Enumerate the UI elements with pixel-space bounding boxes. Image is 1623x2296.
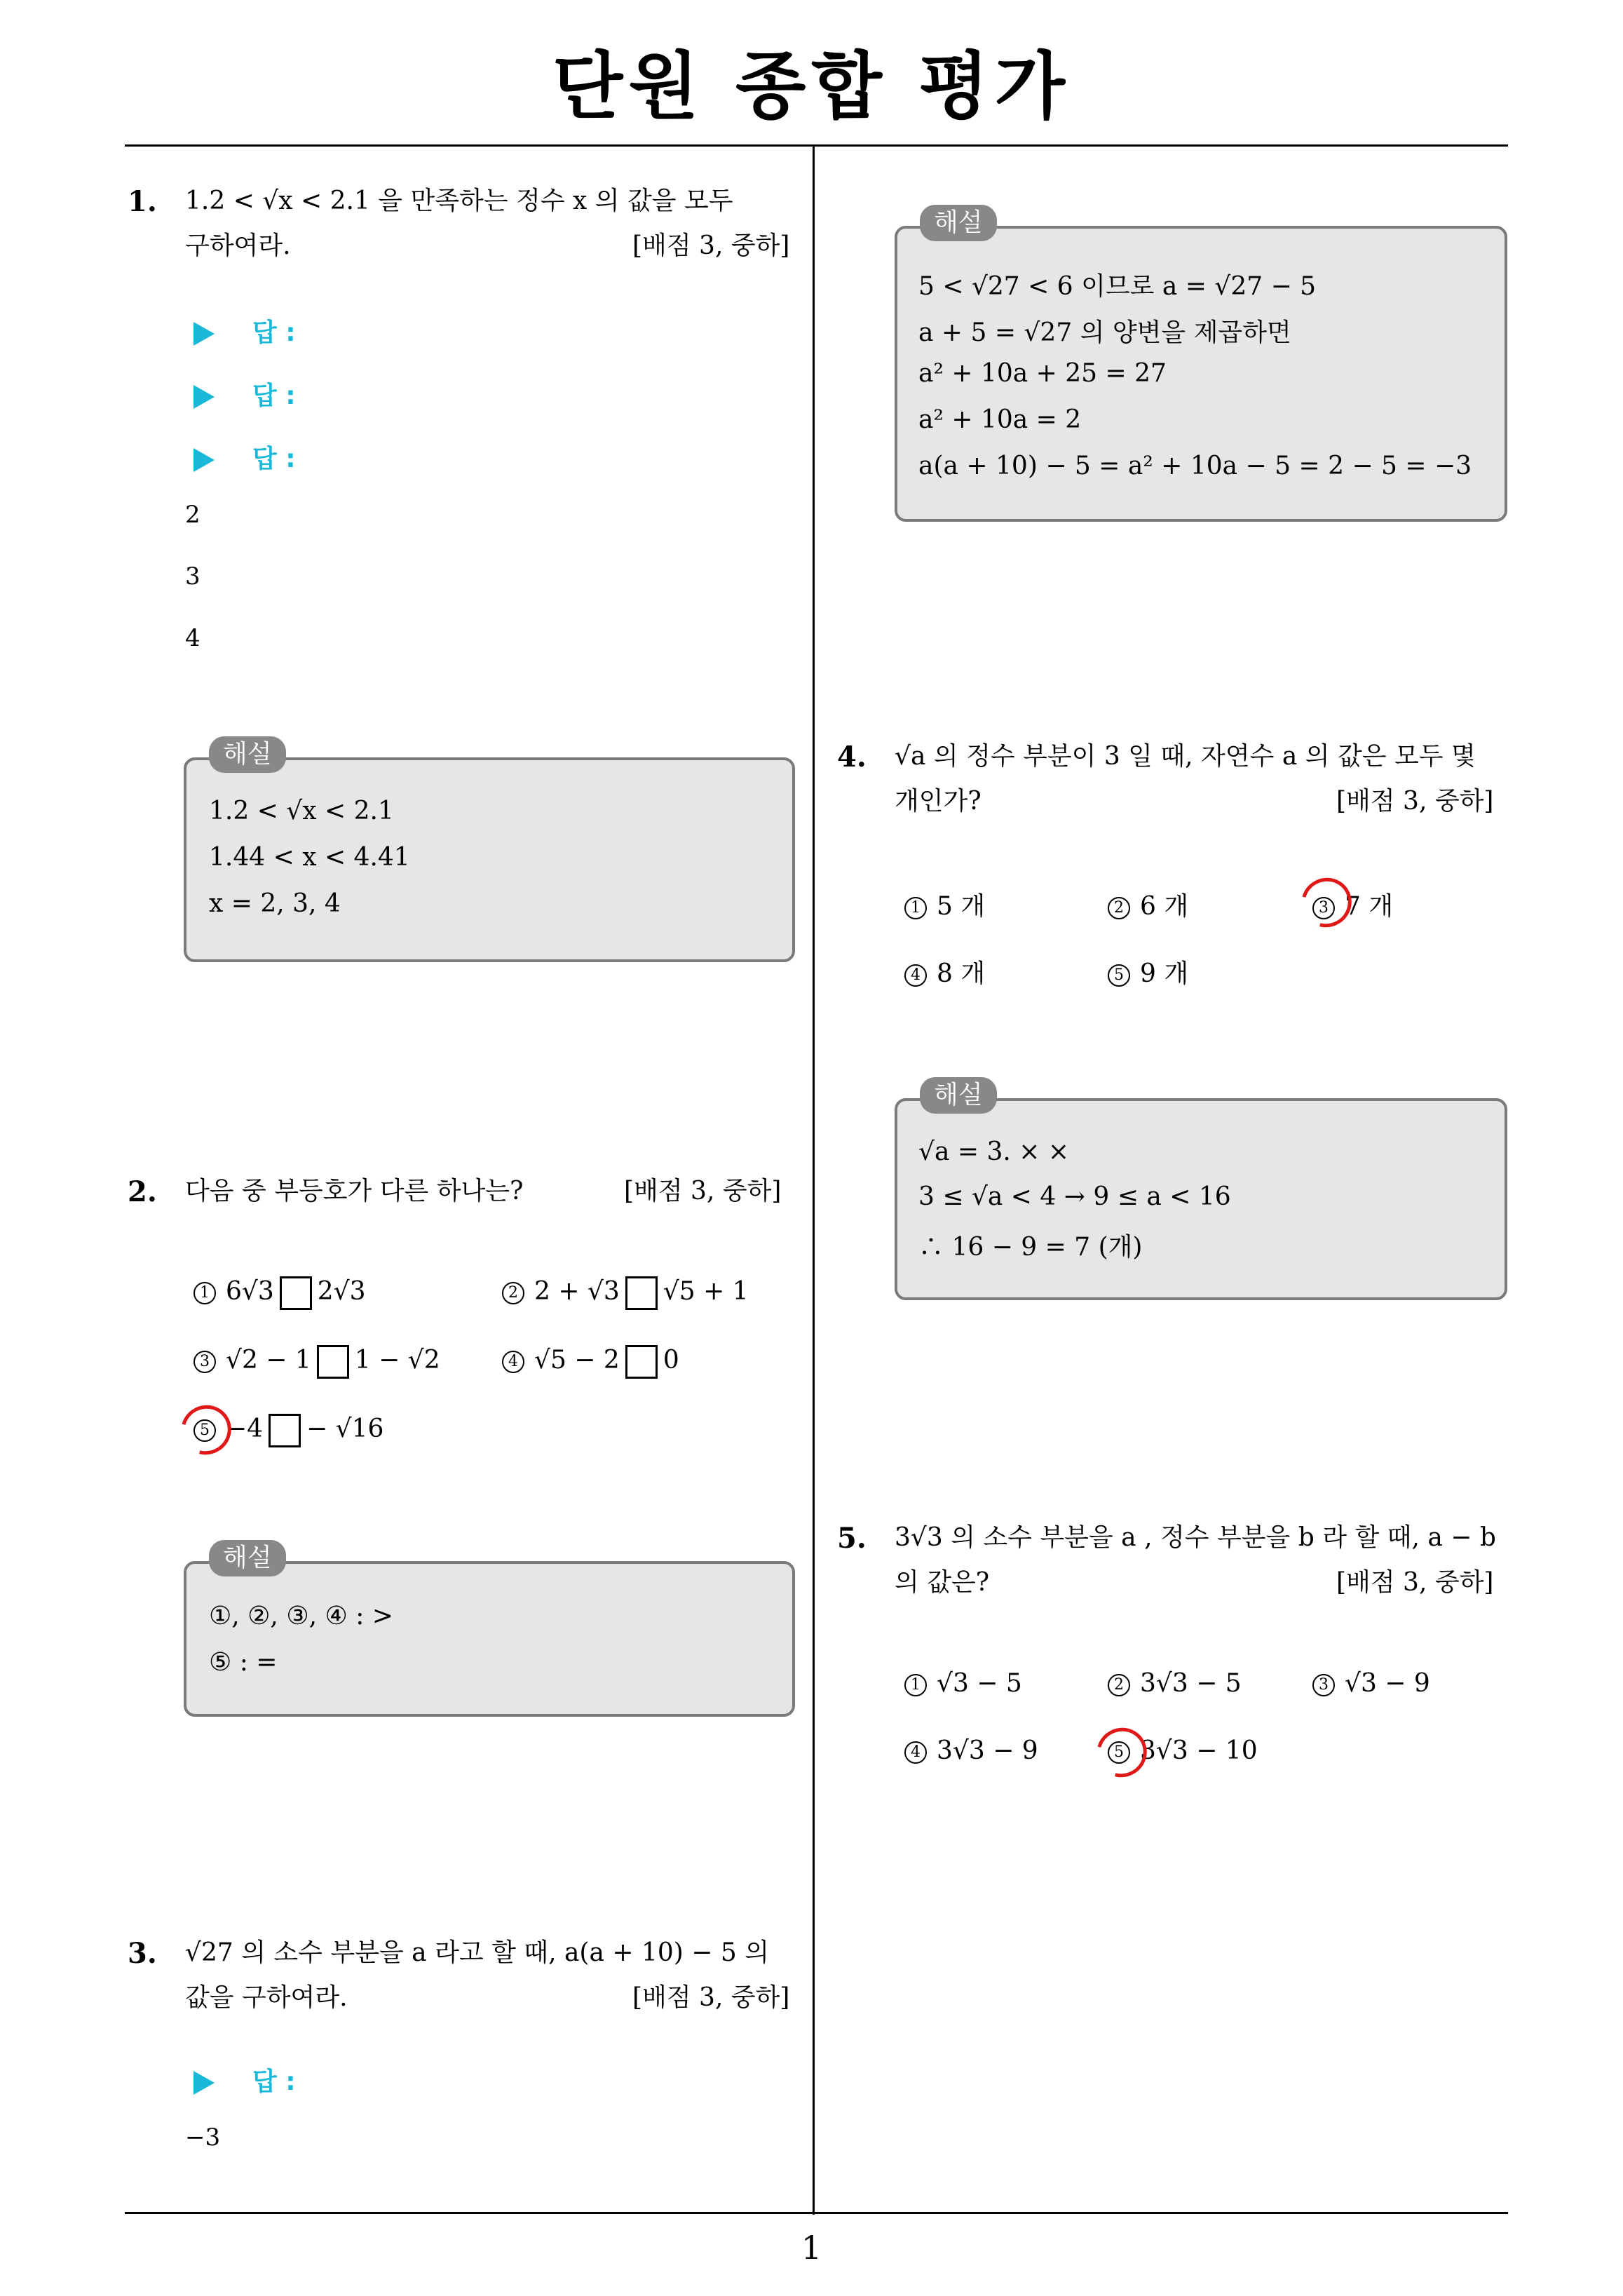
choice-text: 6 개 bbox=[1140, 892, 1189, 921]
choice-marker: 5 bbox=[1108, 1741, 1130, 1764]
choice-right: − √16 bbox=[306, 1414, 384, 1443]
solution-line: a² + 10a + 25 = 27 bbox=[918, 359, 1167, 388]
question-text: 의 값은? bbox=[895, 1568, 990, 1597]
choice-left: √2 − 1 bbox=[226, 1346, 311, 1375]
choice-4[interactable] bbox=[904, 954, 985, 990]
choice-2[interactable] bbox=[1108, 886, 1188, 922]
solution-tag: 해설 bbox=[920, 205, 997, 241]
choice-text: 9 개 bbox=[1140, 959, 1189, 988]
choice-text: 5 개 bbox=[937, 892, 986, 921]
question-text: 다음 중 부등호가 다른 하나는? bbox=[185, 1177, 524, 1206]
question-text: 1.2 < √x < 2.1 을 만족하는 정수 x 의 값을 모두 bbox=[185, 187, 733, 215]
play-icon bbox=[193, 322, 215, 346]
blank-box[interactable] bbox=[269, 1414, 301, 1447]
choice-marker: 3 bbox=[193, 1351, 216, 1373]
solution-line: x = 2, 3, 4 bbox=[209, 889, 341, 918]
choice-5[interactable] bbox=[1108, 954, 1188, 990]
choice-text: 3√3 − 5 bbox=[1140, 1669, 1242, 1698]
answer-label: 답 : bbox=[252, 445, 296, 473]
answer-label: 답 : bbox=[252, 2067, 296, 2096]
answer-value: 4 bbox=[185, 624, 201, 652]
play-icon bbox=[193, 2071, 215, 2095]
choice-text: 3√3 − 9 bbox=[937, 1736, 1038, 1765]
choice-left: 2 + √3 bbox=[534, 1277, 620, 1306]
page-number: 1 bbox=[801, 2229, 822, 2267]
answer-value: 2 bbox=[185, 501, 201, 529]
question-text: √27 의 소수 부분을 a 라고 할 때, a(a + 10) − 5 의 bbox=[185, 1938, 770, 1967]
choice-marker: 2 bbox=[502, 1282, 524, 1304]
choice-marker: 2 bbox=[1108, 1674, 1130, 1696]
choice-marker: 5 bbox=[193, 1419, 216, 1442]
choice-marker: 2 bbox=[1108, 897, 1130, 919]
solution-line: a² + 10a = 2 bbox=[918, 405, 1082, 434]
answer-field[interactable] bbox=[193, 2062, 296, 2098]
answer-field[interactable] bbox=[193, 376, 296, 412]
solution-line: ⑤ : = bbox=[209, 1648, 278, 1677]
choice-marker: 4 bbox=[904, 1741, 927, 1764]
points-label: [배점 3, 중하] bbox=[1336, 787, 1494, 816]
question-number: 2. bbox=[128, 1175, 157, 1208]
choice-marker: 3 bbox=[1312, 1674, 1335, 1696]
solution-tag: 해설 bbox=[920, 1077, 997, 1114]
solution-line: √a = 3. × × bbox=[918, 1137, 1070, 1166]
answer-field[interactable] bbox=[193, 439, 296, 475]
header-divider bbox=[125, 144, 1508, 147]
choice-left: 6√3 bbox=[226, 1277, 274, 1306]
answer-value: −3 bbox=[185, 2123, 221, 2152]
answer-field[interactable] bbox=[193, 313, 296, 349]
choice-1[interactable] bbox=[904, 1669, 1022, 1698]
choice-2[interactable] bbox=[502, 1276, 749, 1310]
choice-text: 7 개 bbox=[1345, 892, 1394, 921]
solution-line: a + 5 = √27 의 양변을 제곱하면 bbox=[918, 318, 1291, 347]
choice-2[interactable] bbox=[1108, 1669, 1242, 1698]
choice-marker: 1 bbox=[193, 1282, 216, 1304]
page-title: 단원 종합 평가 bbox=[552, 43, 1071, 129]
question-number: 5. bbox=[837, 1522, 867, 1555]
question-text: 구하여라. bbox=[185, 231, 291, 260]
choice-text: √3 − 5 bbox=[937, 1669, 1022, 1698]
points-label: [배점 3, 중하] bbox=[1336, 1568, 1494, 1597]
blank-box[interactable] bbox=[317, 1345, 349, 1379]
play-icon bbox=[193, 448, 215, 472]
choice-4[interactable] bbox=[502, 1345, 679, 1379]
choice-right: 2√3 bbox=[317, 1277, 366, 1306]
question-text: 3√3 의 소수 부분을 a , 정수 부분을 b 라 할 때, a − b bbox=[895, 1523, 1496, 1552]
choice-right: √5 + 1 bbox=[663, 1277, 749, 1306]
play-icon bbox=[193, 385, 215, 409]
question-number: 3. bbox=[128, 1937, 157, 1970]
choice-marker: 5 bbox=[1108, 964, 1130, 987]
selected-answer-mark bbox=[172, 1396, 240, 1464]
answer-label: 답 : bbox=[252, 381, 296, 410]
choice-text: 3√3 − 10 bbox=[1140, 1736, 1258, 1765]
points-label: [배점 3, 중하] bbox=[632, 231, 790, 260]
choice-marker: 4 bbox=[904, 964, 927, 987]
choice-marker: 1 bbox=[904, 897, 927, 919]
choice-right: 1 − √2 bbox=[354, 1346, 440, 1375]
choice-4[interactable] bbox=[904, 1736, 1038, 1765]
points-label: [배점 3, 중하] bbox=[632, 1983, 790, 2012]
question-number: 1. bbox=[128, 185, 157, 218]
blank-box[interactable] bbox=[280, 1276, 312, 1310]
solution-line: 3 ≤ √a < 4 → 9 ≤ a < 16 bbox=[918, 1182, 1231, 1211]
selected-answer-mark bbox=[1087, 1719, 1155, 1787]
solution-line: ∴ 16 − 9 = 7 (개) bbox=[918, 1233, 1143, 1262]
solution-line: a(a + 10) − 5 = a² + 10a − 5 = 2 − 5 = −3 bbox=[918, 452, 1472, 480]
question-number: 4. bbox=[837, 741, 867, 774]
column-divider bbox=[813, 146, 815, 2215]
points-label: [배점 3, 중하] bbox=[624, 1177, 782, 1206]
choice-right: 0 bbox=[663, 1346, 679, 1375]
choice-3[interactable] bbox=[1312, 1669, 1430, 1698]
choice-marker: 4 bbox=[502, 1351, 524, 1373]
choice-1[interactable] bbox=[904, 886, 985, 922]
solution-box bbox=[184, 1561, 795, 1717]
solution-line: 1.44 < x < 4.41 bbox=[209, 843, 410, 872]
solution-line: 1.2 < √x < 2.1 bbox=[209, 797, 394, 825]
solution-line: 5 < √27 < 6 이므로 a = √27 − 5 bbox=[918, 272, 1317, 301]
question-text: 값을 구하여라. bbox=[185, 1983, 348, 2012]
choice-text: 8 개 bbox=[937, 959, 986, 988]
answer-label: 답 : bbox=[252, 318, 296, 347]
choice-text: √3 − 9 bbox=[1345, 1669, 1430, 1698]
footer-divider bbox=[125, 2212, 1508, 2214]
solution-tag: 해설 bbox=[209, 736, 286, 773]
choice-marker: 3 bbox=[1312, 897, 1335, 919]
choice-1[interactable] bbox=[193, 1276, 366, 1310]
answer-value: 3 bbox=[185, 562, 201, 590]
choice-3[interactable] bbox=[193, 1345, 440, 1379]
blank-box[interactable] bbox=[625, 1276, 658, 1310]
solution-tag: 해설 bbox=[209, 1540, 286, 1576]
selected-answer-mark bbox=[1292, 869, 1360, 937]
choice-marker: 1 bbox=[904, 1674, 927, 1696]
question-text: 개인가? bbox=[895, 787, 982, 816]
choice-left: √5 − 2 bbox=[534, 1346, 620, 1375]
choice-left: −4 bbox=[226, 1414, 264, 1443]
blank-box[interactable] bbox=[625, 1345, 658, 1379]
question-text: √a 의 정수 부분이 3 일 때, 자연수 a 의 값은 모두 몇 bbox=[895, 742, 1476, 771]
solution-line: ①, ②, ③, ④ : > bbox=[209, 1602, 393, 1630]
